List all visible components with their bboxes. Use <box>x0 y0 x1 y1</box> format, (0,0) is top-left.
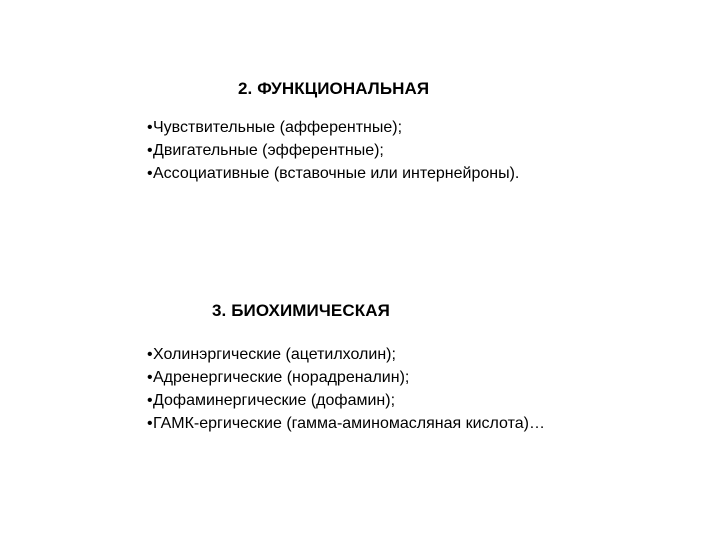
bullet: • <box>147 392 153 409</box>
bullet: • <box>147 142 153 159</box>
bullet: • <box>147 346 153 363</box>
list-item <box>147 139 519 162</box>
list-item-text: Холинэргические (ацетилхолин); <box>153 346 396 363</box>
list-item-text: Двигательные (эфферентные); <box>153 142 384 159</box>
bullet: • <box>147 165 153 182</box>
list-item-text: Адренергические (норадреналин); <box>153 369 410 386</box>
list-item-text: Чувствительные (афферентные); <box>153 119 403 136</box>
section-heading-biochemical: 3. БИОХИМИЧЕСКАЯ <box>212 301 390 320</box>
list-item <box>147 366 545 389</box>
list-item-text: ГАМК-ергические (гамма-аминомасляная кислота)… <box>153 415 545 432</box>
list-item <box>147 343 545 366</box>
section-heading-functional: 2. ФУНКЦИОНАЛЬНАЯ <box>238 79 430 98</box>
bullet: • <box>147 415 153 432</box>
list-item <box>147 162 519 185</box>
list-item <box>147 116 519 139</box>
bullet: • <box>147 119 153 136</box>
list-item <box>147 389 545 412</box>
functional-list <box>147 116 519 185</box>
biochemical-list <box>147 343 545 435</box>
bullet: • <box>147 369 153 386</box>
list-item-text: Ассоциативные (вставочные или интернейроны). <box>153 165 520 182</box>
list-item-text: Дофаминергические (дофамин); <box>153 392 396 409</box>
list-item <box>147 412 545 435</box>
